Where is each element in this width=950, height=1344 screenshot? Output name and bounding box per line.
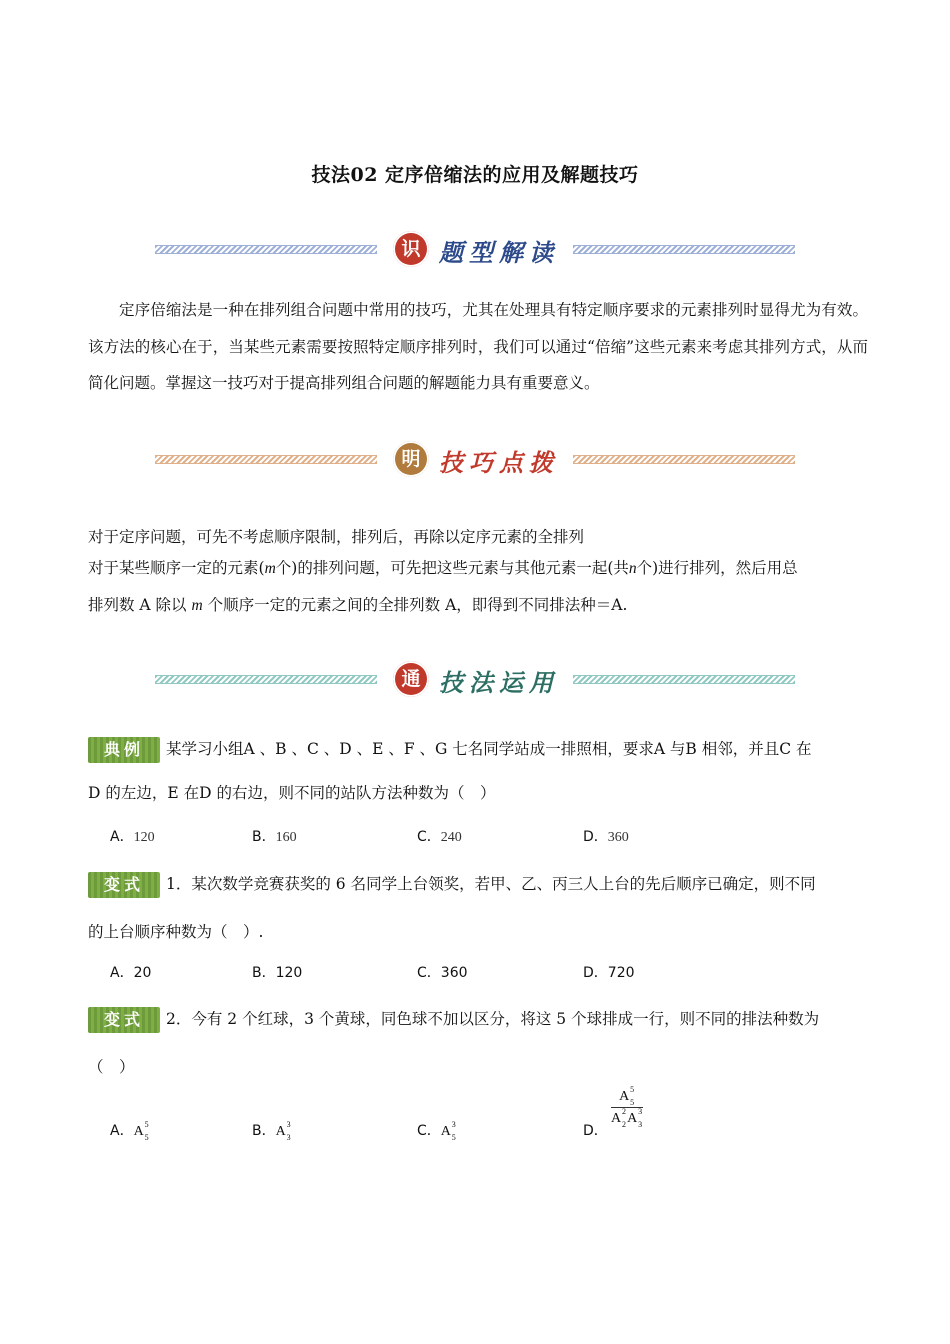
perm-sub: 3: [638, 1120, 643, 1129]
option-key: A．: [110, 829, 134, 845]
banner-title: 题型解读: [439, 238, 559, 267]
tips-paragraph: [88, 522, 868, 621]
variant1-options: [110, 962, 810, 986]
option-key: B．: [252, 965, 276, 981]
option-value: 360: [607, 830, 629, 845]
tips-text: 个)进行排列，然后用总: [636, 559, 798, 577]
banner-divider-left: [155, 455, 377, 464]
perm-sub: 5: [451, 1133, 456, 1142]
option-value: 20: [133, 965, 152, 981]
option-key: B．: [252, 1123, 276, 1139]
fraction-numerator: [611, 1085, 643, 1108]
tips-line-2: [88, 553, 868, 584]
option-value: 120: [275, 965, 303, 981]
option-d[interactable]: [583, 962, 635, 982]
example-options: [110, 826, 810, 850]
option-value: 240: [440, 830, 462, 845]
perm-sup: 5: [630, 1085, 635, 1094]
permutation-expr: [133, 1120, 150, 1142]
perm-symbol: A: [133, 1124, 144, 1139]
variant-tag: 变式: [88, 1007, 160, 1033]
variant-tag: 变式: [88, 872, 160, 898]
perm-sup: 3: [286, 1120, 291, 1129]
banner-divider-left: [155, 245, 377, 254]
perm-symbol: A: [611, 1111, 622, 1126]
tips-text: 个顺序一定的元素之间的全排列数 A，即得到不同排法种＝A.: [207, 596, 628, 614]
option-key: C．: [417, 1123, 441, 1139]
perm-sub: 3: [286, 1133, 291, 1142]
banner-divider-right: [573, 675, 795, 684]
option-key: C．: [417, 829, 441, 845]
option-value: 160: [275, 830, 297, 845]
perm-sub: 5: [144, 1133, 149, 1142]
question-text: 某学习小组A 、B 、C 、D 、E 、F 、G 七名同学站成一排照相，要求A 与B 相邻，并且C 在: [166, 740, 812, 758]
seal-icon: 通: [393, 661, 429, 697]
option-d[interactable]: [583, 1085, 643, 1140]
option-value: 720: [607, 965, 635, 981]
perm-symbol: A: [619, 1089, 630, 1104]
tips-line-1: 对于定序问题，可先不考虑顺序限制，排列后，再除以定序元素的全排列: [88, 528, 585, 546]
perm-sup: 3: [638, 1107, 643, 1116]
tips-line-3: [88, 590, 868, 621]
banner-divider-right: [573, 245, 795, 254]
seal-icon: 识: [393, 231, 429, 267]
option-c[interactable]: [417, 962, 468, 982]
permutation-expr: [275, 1120, 292, 1142]
option-b[interactable]: [252, 962, 302, 982]
variant2-options: [110, 1085, 810, 1144]
option-key: D．: [583, 829, 608, 845]
intro-paragraph: 定序倍缩法是一种在排列组合问题中常用的技巧，尤其在处理具有特定顺序要求的元素排列时显得尤为有效。该方法的核心在于，当某些元素需要按照特定顺序排列时，我们可以通过“倍缩”这些元素来考虑其排列方式，从而简化问题。掌握这一技巧对于提高排列组合问题的解题能力具有重要意义。: [88, 301, 868, 392]
option-a[interactable]: [110, 962, 151, 982]
tips-text: 排列数 A 除以: [88, 596, 187, 614]
tips-text: 个)的排列问题，可先把这些元素与其他元素一起(共: [275, 559, 629, 577]
perm-sub: 5: [630, 1098, 635, 1107]
example-question: [88, 735, 878, 805]
banner-question-type: [155, 230, 795, 270]
perm-sup: 5: [144, 1120, 149, 1129]
perm-sub: 2: [622, 1120, 626, 1129]
option-d[interactable]: [583, 826, 629, 846]
fraction-expr: [611, 1085, 643, 1129]
question-text: （ ）: [88, 1058, 135, 1076]
question-text: D 的左边，E 在D 的右边，则不同的站队方法种数为（ ）: [88, 784, 496, 802]
example-tag: 典例: [88, 737, 160, 763]
variant-question-1: [88, 870, 878, 944]
option-c[interactable]: [417, 1120, 457, 1140]
option-key: C．: [417, 965, 441, 981]
option-key: A．: [110, 1123, 134, 1139]
option-b[interactable]: [252, 1120, 292, 1140]
option-a[interactable]: [110, 1120, 150, 1140]
option-key: B．: [252, 829, 276, 845]
banner-title: 技巧点拨: [439, 448, 559, 477]
question-text: 的上台顺序种数为（ ）.: [88, 923, 264, 941]
page-title: 技法02 定序倍缩法的应用及解题技巧: [311, 164, 639, 186]
permutation-expr: [440, 1120, 457, 1142]
perm-symbol: A: [440, 1124, 451, 1139]
var-m: m: [191, 597, 203, 614]
option-a[interactable]: [110, 826, 155, 846]
fraction-denominator: [611, 1108, 643, 1127]
banner-application: [155, 660, 795, 700]
banner-divider-right: [573, 455, 795, 464]
perm-sup: 3: [451, 1120, 456, 1129]
option-value: 120: [133, 830, 155, 845]
var-n: n: [628, 560, 637, 577]
option-key: D．: [583, 965, 608, 981]
perm-sup: 2: [622, 1107, 626, 1116]
tips-text: 对于某些顺序一定的元素(: [88, 559, 265, 577]
option-b[interactable]: [252, 826, 297, 846]
option-key: D．: [583, 1123, 608, 1139]
option-value: 360: [440, 965, 468, 981]
seal-icon: 明: [393, 441, 429, 477]
banner-tips: [155, 440, 795, 480]
perm-symbol: A: [627, 1111, 638, 1126]
option-c[interactable]: [417, 826, 462, 846]
perm-symbol: A: [275, 1124, 286, 1139]
variant-question-2: [88, 1005, 878, 1079]
option-key: A．: [110, 965, 134, 981]
question-text: 1．某次数学竞赛获奖的 6 名同学上台领奖，若甲、乙、丙三人上台的先后顺序已确定，则不同: [166, 875, 816, 893]
question-text: 2．今有 2 个红球，3 个黄球，同色球不加以区分，将这 5 个球排成一行，则不同的排法种数为: [166, 1010, 820, 1028]
banner-title: 技法运用: [439, 668, 559, 697]
banner-divider-left: [155, 675, 377, 684]
var-m: m: [264, 560, 276, 577]
